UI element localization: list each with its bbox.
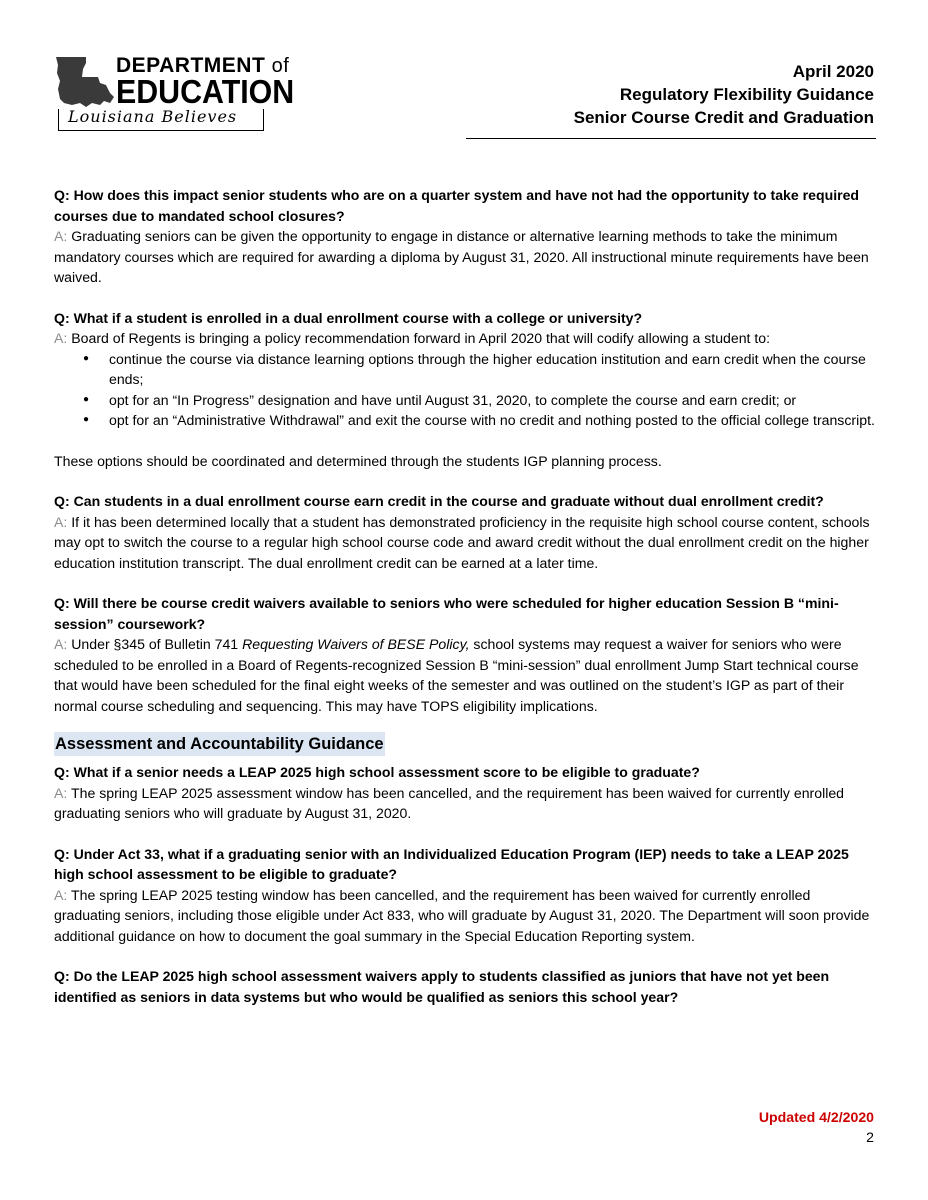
question-6: Q: Under Act 33, what if a graduating senior with an Individualized Education Program (IEP) needs to take a LEAP 2025 high school assessment to be eligible to graduate? (54, 845, 849, 882)
answer-5-text: The spring LEAP 2025 assessment window has been cancelled, and the requirement has been waived for currently enrolled graduating seniors who will graduate by August 31, 2020. (54, 784, 845, 821)
document-body (54, 185, 876, 1007)
answer-1 (54, 226, 876, 288)
logo-education-text: EDUCATION (116, 73, 295, 110)
answer-1-text: Graduating seniors can be given the opportunity to engage in distance or alternative learning methods to take the minimum mandatory courses which are required for awarding a diploma by August 31, 2020. All instructional minute requirements have been waived. (54, 228, 869, 285)
question-4: Q: Will there be course credit waivers available to seniors who were scheduled for higher education Session B “mini-session” coursework? (54, 595, 839, 632)
logo-line1: DEPARTMENT (116, 54, 266, 77)
question-2: Q: What if a student is enrolled in a dual enrollment course with a college or university? (54, 309, 643, 326)
answer-4-text-pre: Under §345 of Bulletin 741 (71, 636, 243, 652)
answer-4 (54, 634, 876, 716)
header-titles (574, 60, 874, 129)
header-title: Regulatory Flexibility Guidance (619, 85, 874, 104)
answer-6 (54, 885, 876, 947)
list-item: ● opt for an “In Progress” designation and have until August 31, 2020, to complete the course and earn credit; or (54, 390, 876, 411)
logo-of: of (271, 55, 290, 77)
options-note: These options should be coordinated and determined through the students IGP planning process. (54, 452, 662, 469)
answer-label: A: (54, 513, 68, 530)
list-item: ● opt for an “Administrative Withdrawal” and exit the course with no credit and nothing posted to the official college transcript. (54, 410, 876, 431)
answer-2 (54, 328, 876, 349)
answer-3-text: If it has been determined locally that a student has demonstrated proficiency in the requisite high school course content, schools may opt to switch the course to a regular high school course code and award credit without the dual enrollment credit on the higher education institution transcript. The dual enrollment credit can be earned at a later time. (54, 513, 870, 571)
list-item: ● continue the course via distance learning options through the higher education institution and earn credit when the course ends; (54, 349, 876, 390)
header-rule (466, 138, 876, 139)
dual-enrollment-options (54, 349, 876, 431)
question-1: Q: How does this impact senior students who are on a quarter system and have not had the opportunity to take required courses due to mandated school closures? (54, 187, 860, 224)
answer-2-text: Board of Regents is bringing a policy recommendation forward in April 2020 that will codify allowing a student to: (71, 330, 771, 346)
updated-date: Updated 4/2/2020 (758, 1109, 874, 1125)
header-subtitle: Senior Course Credit and Graduation (573, 108, 874, 127)
answer-5 (54, 783, 876, 824)
question-3: Q: Can students in a dual enrollment course earn credit in the course and graduate without dual enrollment credit? (54, 493, 824, 509)
answer-4-text-post: school systems may request a waiver for seniors who were scheduled to be enrolled in a Board of Regents-recognized Session B “mini-session” dual enrollment Jump Start technical course that would have been scheduled for the final eight weeks of the semester and was outlined on the student’s IGP as part of their normal course scheduling and sequencing. This may have TOPS eligibility implications. (54, 636, 859, 714)
answer-label: A: (54, 636, 68, 652)
louisiana-state-icon (54, 53, 116, 109)
department-logo (54, 53, 295, 133)
question-5: Q: What if a senior needs a LEAP 2025 high school assessment score to be eligible to graduate? (54, 764, 700, 780)
answer-6-text: The spring LEAP 2025 testing window has been cancelled, and the requirement has been waived for currently enrolled graduating seniors, including those eligible under Act 833, who will graduate by August 31, 2020. The Department will soon provide additional guidance on how to document the goal summary in the Special Education Reporting system. (54, 886, 870, 944)
section-heading: Assessment and Accountability Guidance (54, 732, 385, 756)
answer-label: A: (54, 784, 68, 801)
answer-4-policy-title: Requesting Waivers of BESE Policy, (242, 636, 470, 652)
logo-tagline: Louisiana Believes (68, 107, 238, 126)
answer-label: A: (54, 886, 68, 903)
answer-3 (54, 512, 876, 574)
answer-label: A: (54, 228, 68, 244)
question-7: Q: Do the LEAP 2025 high school assessment waivers apply to students classified as juniors that have not yet been identified as seniors in data systems but who would be qualified as seniors this school year? (54, 968, 830, 1005)
answer-label: A: (54, 330, 68, 346)
page-number: 2 (866, 1129, 874, 1145)
header-date: April 2020 (792, 62, 874, 81)
